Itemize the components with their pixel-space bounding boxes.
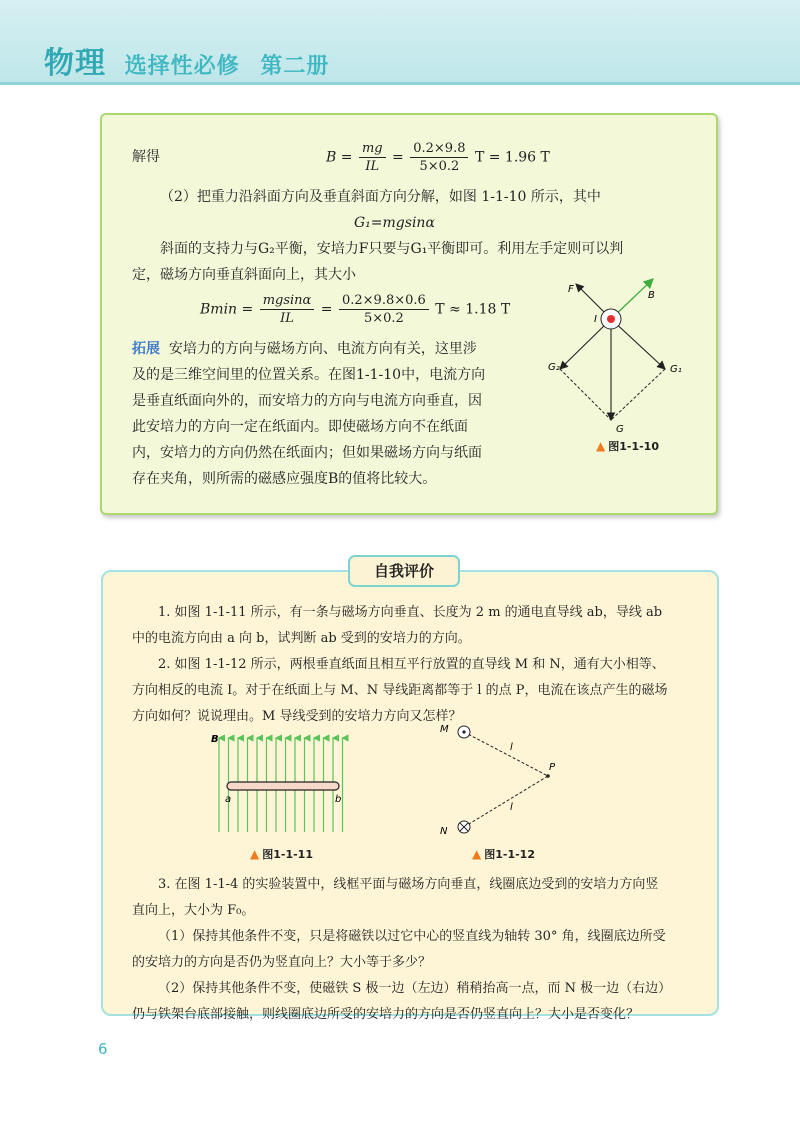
self-eval-title: 自我评价 [348, 555, 460, 587]
dashed-left [560, 369, 611, 420]
eq2-frac2-den: 5×0.2 [363, 311, 404, 326]
label-g: G [616, 424, 624, 435]
label-l-bottom: l [510, 802, 513, 813]
q2-line-3: 方向如何？说说理由。M 导线受到的安培力方向又怎样？ [132, 709, 462, 724]
eq2-frac2 [339, 292, 429, 327]
q3-line-2: 直向上，大小为 F₀。 [132, 903, 255, 918]
balance-line-2: 定，磁场方向垂直斜面向上，其大小 [132, 267, 356, 283]
eq1-frac1-den: IL [365, 159, 380, 174]
eq1-frac1-num: mg [359, 140, 386, 158]
equation-bmin: Bmin = $\frac{mgsin\alpha}{IL}$ = $\frac{0.2\times 9.8\times 0.6}{5\times 0.2}$ T ≈ 1.18 T [200, 293, 511, 326]
extension-text-1: 安培力的方向与磁场方向、电流方向有关，这里涉 [168, 341, 477, 357]
dashed-n-to-p [464, 776, 548, 827]
label-field-b: B [211, 734, 219, 745]
caption-triangle-icon: ▲ [472, 847, 482, 861]
figure-1-1-12 [430, 718, 570, 843]
caption-fig-1-1-11-text: 图1-1-11 [262, 848, 313, 861]
book-series: 选择性必修 [124, 54, 240, 79]
subject-title: 物理 [44, 46, 106, 81]
q3-line-3: （1）保持其他条件不变，只是将磁铁以过它中心的竖直线为轴转 30° 角，线圈底边所受 [158, 929, 666, 944]
eq2-result: T ≈ 1.18 T [435, 301, 511, 318]
figure-1-1-10 [540, 270, 690, 440]
part2-text: （2）把重力沿斜面方向及垂直斜面方向分解，如图 1-1-10 所示，其中 [160, 189, 601, 205]
label-i: I [594, 314, 597, 325]
extension-keyword: 拓展 [132, 341, 160, 357]
balance-line-1: 斜面的支持力与G₂平衡，安培力F只要与G₁平衡即可。利用左手定则可以判 [160, 241, 624, 257]
q3-line-4: 的安培力的方向是否仍为竖直向上？大小等于多少？ [132, 955, 432, 970]
extension-line-5: 内，安培力的方向仍然在纸面内；但如果磁场方向与纸面 [132, 445, 482, 461]
q3-line-6: 仍与铁架台底部接触，则线圈底边所受的安培力的方向是否仍竖直向上？大小是否变化？ [132, 1007, 640, 1022]
caption-fig-1-1-12-text: 图1-1-12 [484, 848, 535, 861]
book-volume: 第二册 [260, 54, 330, 79]
extension-line-6: 存在夹角，则所需的磁感应强度B的值将比较大。 [132, 471, 437, 487]
q1-line-1: 1. 如图 1-1-11 所示，有一条与磁场方向垂直、长度为 2 m 的通电直导线 ab，导线 ab [158, 605, 663, 620]
extension-line-2: 及的是三维空间里的位置关系。在图1-1-10中，电流方向 [132, 367, 486, 383]
eq1-frac2-den: 5×0.2 [419, 159, 460, 174]
q3-line-1: 3. 在图 1-1-4 的实验装置中，线框平面与磁场方向垂直，线圈底边受到的安培力方向竖 [158, 877, 659, 892]
label-g2: G₂ [548, 362, 560, 373]
g1-equation: G₁=mgsinα [354, 215, 435, 231]
caption-fig-1-1-11 [250, 846, 313, 862]
q2-line-2: 方向相反的电流 I。对于在纸面上与 M、N 导线距离都等于 l 的点 P，电流在该点产生的磁场 [132, 683, 668, 698]
eq1-frac1 [359, 140, 386, 175]
eq1-frac2-num: 0.2×9.8 [410, 140, 468, 158]
equation-b: B = $\frac{mg}{IL}$ = $\frac{0.2\times 9.8}{5\times 0.2}$ T = 1.96 T [326, 141, 550, 174]
eq1-frac2 [410, 140, 468, 175]
component-g1-arrow [611, 319, 665, 369]
q3-line-5: （2）保持其他条件不变，使磁铁 S 极一边（左边）稍稍抬高一点，而 N 极一边（右边） [158, 981, 672, 996]
eq1-lhs: B [326, 149, 337, 166]
wire-m-dot [462, 730, 465, 733]
caption-fig-1-1-10-text: 图1-1-10 [608, 440, 659, 453]
caption-fig-1-1-10 [596, 438, 659, 454]
figure-1-1-11 [205, 728, 365, 838]
caption-triangle-icon: ▲ [596, 439, 606, 453]
label-g1: G₁ [670, 364, 682, 375]
eq2-frac1-den: IL [280, 311, 294, 326]
caption-fig-1-1-12 [472, 846, 535, 862]
wire-ab [227, 782, 339, 790]
label-b-end: b [335, 794, 342, 805]
book-title [44, 38, 341, 82]
caption-triangle-icon: ▲ [250, 847, 260, 861]
extension-line-4: 此安培力的方向一定在纸面内。即使磁场方向不在纸面 [132, 419, 468, 435]
eq2-frac2-num: 0.2×9.8×0.6 [339, 292, 429, 310]
label-l-top: l [510, 742, 513, 753]
eq2-frac1 [260, 292, 315, 327]
eq2-frac1-num: mgsinα [260, 292, 315, 310]
label-n: N [440, 826, 448, 837]
eq2-lhs: Bmin [200, 301, 238, 318]
point-p [546, 774, 550, 778]
label-b: B [648, 290, 655, 301]
dashed-right [611, 369, 665, 420]
component-g2-arrow [560, 319, 611, 369]
label-a: a [225, 794, 232, 805]
page-number: 6 [98, 1040, 108, 1058]
current-out-dot [607, 315, 615, 323]
jiede-label: 解得 [132, 149, 160, 165]
label-m: M [440, 724, 449, 735]
q1-line-2: 中的电流方向由 a 向 b，试判断 ab 受到的安培力的方向。 [132, 631, 471, 646]
label-p: P [549, 762, 556, 773]
label-f: F [568, 284, 574, 295]
extension-line-3: 是垂直纸面向外的，而安培力的方向与电流方向垂直，因 [132, 393, 482, 409]
q2-line-1: 2. 如图 1-1-12 所示，两根垂直纸面且相互平行放置的直导线 M 和 N，通有大小相等、 [158, 657, 665, 672]
dashed-m-to-p [464, 732, 548, 776]
extension-line-1 [132, 336, 477, 362]
eq1-result: T = 1.96 T [474, 149, 550, 166]
